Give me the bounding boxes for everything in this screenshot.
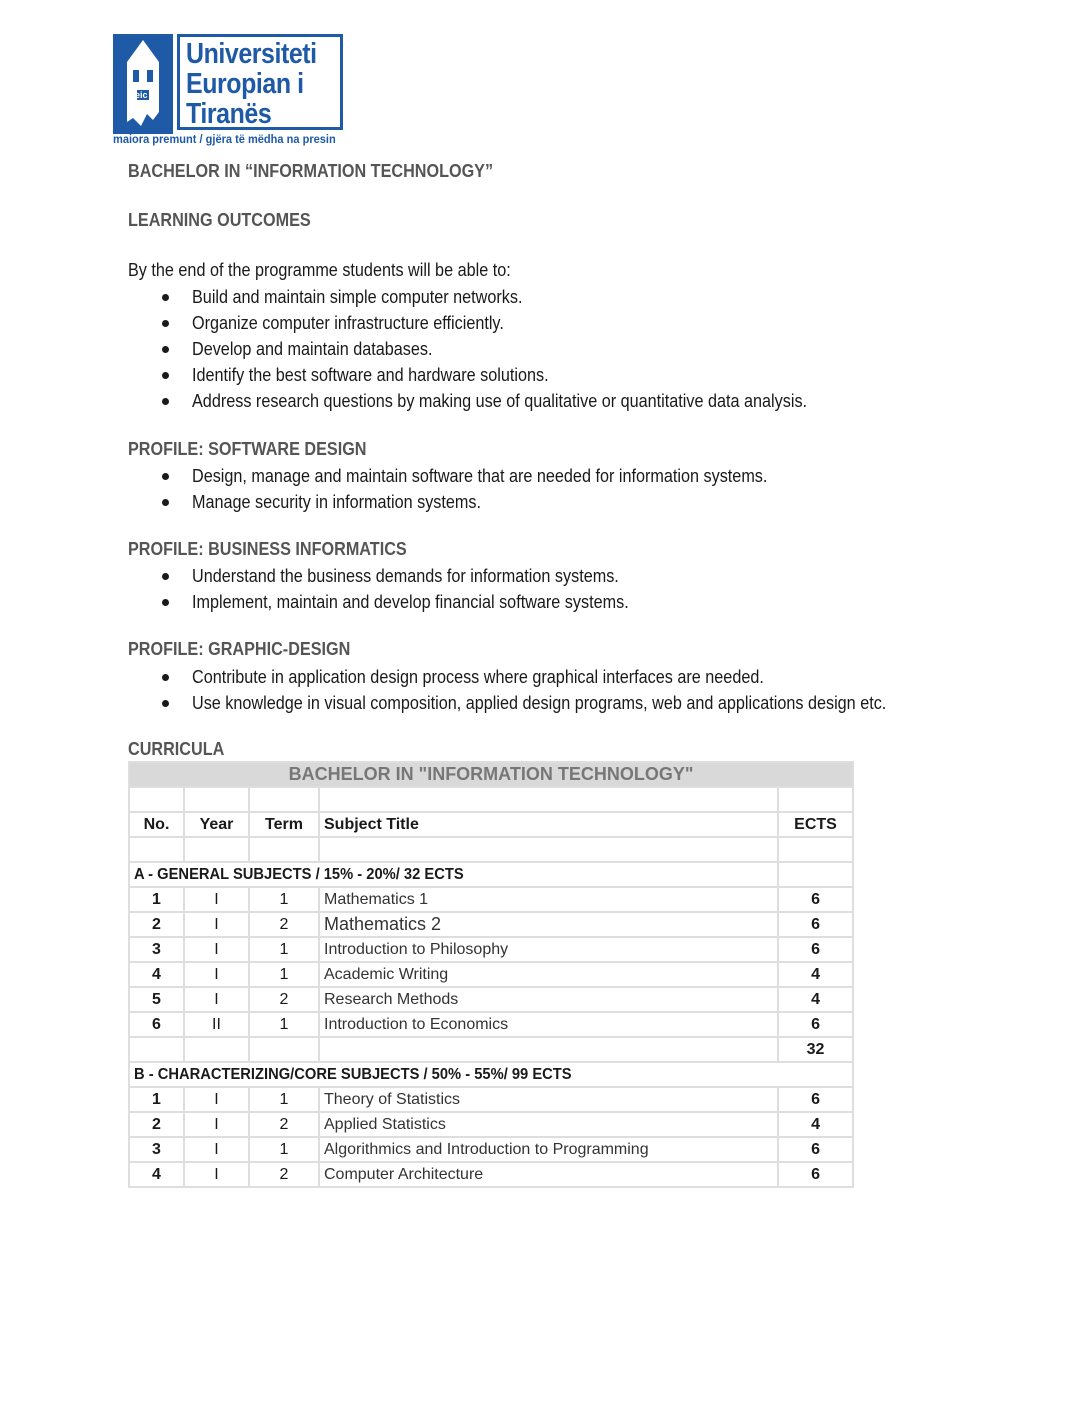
section-a-title: A - GENERAL SUBJECTS / 15% - 20%/ 32 ECTS xyxy=(129,862,778,887)
section-a-total: 32 xyxy=(778,1037,853,1062)
table-row: 3 I 1 Algorithmics and Introduction to Programming 6 xyxy=(129,1137,853,1162)
column-header-year: Year xyxy=(184,812,249,837)
table-title-row xyxy=(129,762,853,787)
bullet-icon xyxy=(162,499,169,506)
university-logo xyxy=(113,34,349,150)
curricula-table xyxy=(128,761,854,1188)
column-header-ects: ECTS xyxy=(778,812,853,837)
logo-word-3: Tiranës xyxy=(186,98,272,130)
table-row: 5 I 2 Research Methods 4 xyxy=(129,987,853,1012)
table-title: BACHELOR IN "INFORMATION TECHNOLOGY" xyxy=(129,762,853,787)
curricula-heading: CURRICULA xyxy=(128,739,225,759)
profile-graphic-design-heading: PROFILE: GRAPHIC-DESIGN xyxy=(128,639,351,659)
bullet-icon xyxy=(162,573,169,580)
bullet-icon xyxy=(162,473,169,480)
building-emblem-icon xyxy=(113,34,173,134)
bullet-icon xyxy=(162,372,169,379)
table-row: 6 II 1 Introduction to Economics 6 xyxy=(129,1012,853,1037)
table-row: 1 I 1 Theory of Statistics 6 xyxy=(129,1087,853,1112)
logo-tagline: maiora premunt / gjëra të mëdha na presin xyxy=(113,132,336,146)
profile-software-design-heading: PROFILE: SOFTWARE DESIGN xyxy=(128,439,367,459)
bullet-icon xyxy=(162,294,169,301)
table-row: 2 I 2 Applied Statistics 4 xyxy=(129,1112,853,1137)
table-row: 1 I 1 Mathematics 1 6 xyxy=(129,887,853,912)
table-row: 4 I 2 Computer Architecture 6 xyxy=(129,1162,853,1187)
table-row: 4 I 1 Academic Writing 4 xyxy=(129,962,853,987)
bullet-icon xyxy=(162,599,169,606)
bullet-icon xyxy=(162,398,169,405)
table-row: 3 I 1 Introduction to Philosophy 6 xyxy=(129,937,853,962)
learning-outcomes-heading: LEARNING OUTCOMES xyxy=(128,210,311,230)
table-spacer-row xyxy=(129,787,853,812)
bullet-icon xyxy=(162,320,169,327)
logo-word-2: Europian i xyxy=(186,68,304,100)
column-header-term: Term xyxy=(249,812,319,837)
bullet-icon xyxy=(162,674,169,681)
section-b-row xyxy=(129,1062,853,1087)
intro-paragraph: By the end of the programme students will be able to: xyxy=(128,260,511,280)
table-spacer-row xyxy=(129,837,853,862)
section-a-row xyxy=(129,862,853,887)
section-b-title: B - CHARACTERIZING/CORE SUBJECTS / 50% - 55%/ 99 ECTS xyxy=(129,1062,853,1087)
table-row: 2 I 2 Mathematics 2 6 xyxy=(129,912,853,937)
profile-business-informatics-heading: PROFILE: BUSINESS INFORMATICS xyxy=(128,539,407,559)
page-title: BACHELOR IN “INFORMATION TECHNOLOGY” xyxy=(128,161,494,181)
bullet-icon xyxy=(162,700,169,707)
logo-wordmark xyxy=(177,34,343,130)
bullet-icon xyxy=(162,346,169,353)
section-a-total-row xyxy=(129,1037,853,1062)
logo-word-1: Universiteti xyxy=(186,38,317,70)
table-header-row xyxy=(129,812,853,837)
column-header-no: No. xyxy=(129,812,184,837)
svg-text:eic: eic xyxy=(135,90,148,100)
column-header-subject: Subject Title xyxy=(319,812,778,837)
